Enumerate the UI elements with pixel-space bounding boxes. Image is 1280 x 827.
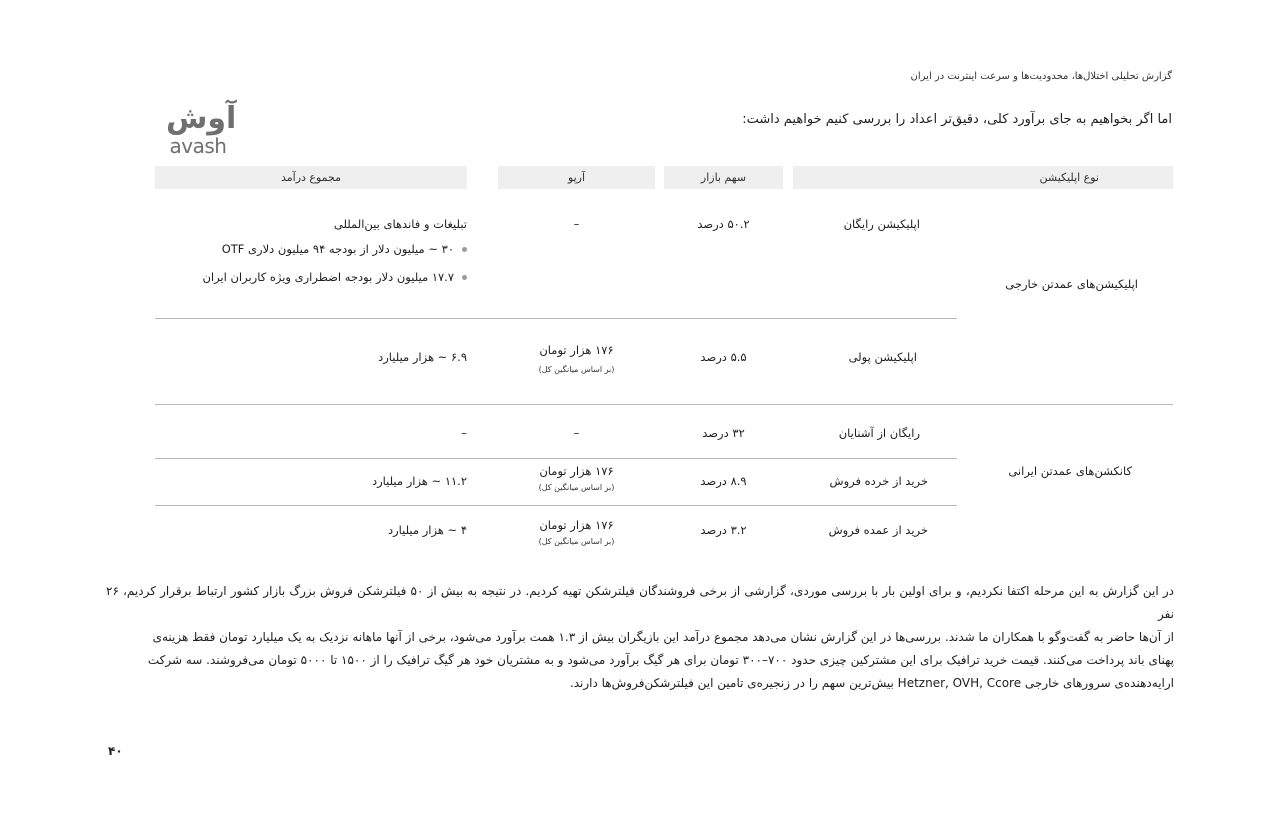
row1-arpu: –	[573, 217, 580, 231]
group-iranian: کانکشن‌های عمدتن ایرانی	[1008, 464, 1132, 478]
row1-revenue: تبلیغات و فاندهای بین‌المللی	[333, 217, 467, 231]
avash-logo	[166, 101, 237, 158]
header-arpu: آرپو	[498, 166, 655, 189]
row2-revenue: ۶.۹ ~ هزار میلیارد	[378, 350, 467, 364]
row1-bullet-1	[222, 242, 467, 256]
row3-app: رایگان از آشنایان	[838, 426, 920, 440]
row1-bullet-2-text: ۱۷.۷ میلیون دلار بودجه اضطراری ویژه کاربران ایران	[202, 270, 454, 284]
group-foreign: اپلیکیشن‌های عمدتن خارجی	[1005, 277, 1138, 291]
paragraph-line: ارایه‌دهنده‌ی سرورهای خارجی Hetzner, OVH, Ccore بیش‌ترین سهم را در زنجیره‌ی تامین این فیلترشکن‌فروش‌ها دارند.	[569, 676, 1174, 690]
row5-arpu: ۱۷۶ هزار تومان	[539, 518, 614, 532]
report-title: گزارش تحلیلی اختلال‌ها، محدودیت‌ها و سرعت اینترنت در ایران	[910, 71, 1172, 82]
header-market-share: سهم بازار	[664, 166, 783, 189]
row2-arpu-note: (بر اساس میانگین کل)	[538, 365, 615, 374]
row2-arpu: ۱۷۶ هزار تومان	[539, 343, 614, 357]
row4-share: ۸.۹ درصد	[700, 474, 747, 488]
row3-arpu: –	[573, 426, 580, 440]
page-number: ۴۰	[108, 744, 123, 758]
row1-bullet-2	[202, 270, 467, 284]
row-divider	[155, 505, 957, 506]
header-revenue: مجموع درآمد	[155, 166, 467, 189]
row4-arpu-note: (بر اساس میانگین کل)	[538, 483, 615, 492]
row5-arpu-note: (بر اساس میانگین کل)	[538, 537, 615, 546]
group-divider	[155, 404, 1173, 405]
row3-revenue: –	[461, 426, 467, 440]
bullet-icon	[462, 275, 467, 280]
row4-arpu: ۱۷۶ هزار تومان	[539, 464, 614, 478]
logo-en-text: avash	[169, 134, 227, 158]
row-divider	[155, 458, 957, 459]
intro-text: اما اگر بخواهیم به جای برآورد کلی، دقیق‌تر اعداد را بررسی کنیم خواهیم داشت:	[742, 112, 1172, 127]
bullet-icon	[462, 247, 467, 252]
row4-revenue: ۱۱.۲ ~ هزار میلیارد	[371, 474, 467, 488]
row1-bullet-1-text: ۳۰ ~ میلیون دلار از بودجه ۹۴ میلیون دلاری OTF	[221, 242, 454, 256]
row4-app: خرید از خرده فروش	[829, 474, 928, 488]
logo-fa-text: آوش	[166, 101, 237, 136]
paragraph-line: در این گزارش به این مرحله اکتفا نکردیم، و برای اولین بار با بررسی موردی، گزارشی از برخی فروشندگان فیلترشکن تهیه کردیم. در نتیجه به بیش از ۵۰ فیلترشکن فروش بزرگ بازار کشور ارتباط برقرار کردیم، ۲۶ نفر	[106, 584, 1175, 621]
row2-app: اپلیکیشن پولی	[848, 350, 917, 364]
row2-share: ۵.۵ درصد	[700, 350, 747, 364]
paragraph-line: از آن‌ها حاضر به گفت‌وگو با همکاران ما شدند. بررسی‌ها در این گزارش نشان می‌دهد مجموع درآمد این بازیگران بیش از ۱.۳ همت برآورد می‌شود، برخی از آنها ماهانه نزدیک به یک میلیارد تومان فقط هزینه‌ی	[152, 630, 1174, 644]
row1-share: ۵۰.۲ درصد	[697, 217, 750, 231]
row3-share: ۳۲ درصد	[702, 426, 745, 440]
body-paragraph	[106, 580, 1174, 695]
row5-app: خرید از عمده فروش	[828, 523, 928, 537]
header-app-type: نوع اپلیکیشن	[793, 166, 1173, 189]
row5-share: ۳.۲ درصد	[700, 523, 747, 537]
row-divider	[155, 318, 957, 319]
row1-app: اپلیکیشن رایگان	[843, 217, 920, 231]
paragraph-line: پهنای باند پرداخت می‌کنند. قیمت خرید ترافیک برای این مشترکین چیزی حدود ۷۰۰–۳۰۰ تومان برای هر گیگ برآورد می‌شود و به مشتریان خود هر گیگ ترافیک را از ۱۵۰۰ تا ۵۰۰۰ تومان می‌فروشند. سه شرکت	[147, 653, 1174, 667]
row5-revenue: ۴ ~ هزار میلیارد	[387, 523, 467, 537]
